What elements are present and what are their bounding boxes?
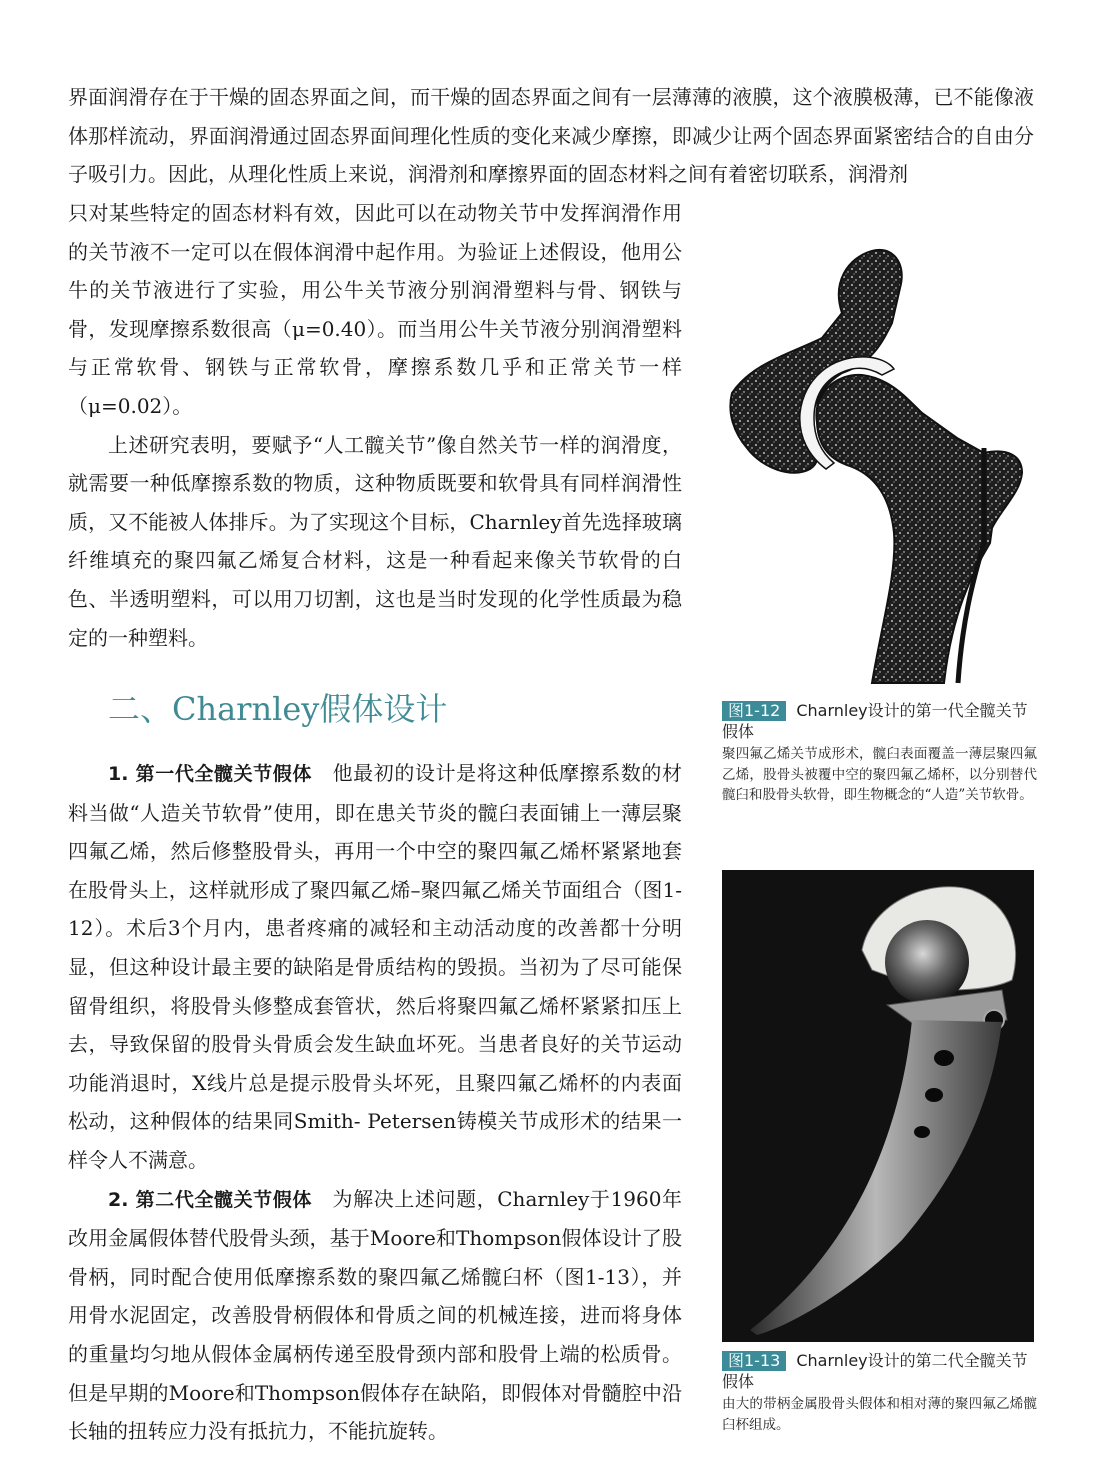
subsection-2-text: 为解决上述问题，Charnley于1960年改用金属假体替代股骨头颈，基于Moore和Thompson假体设计了股骨柄，同时配合使用低摩擦系数的聚四氟乙烯髋臼杯（图1-13），并用骨水泥固定，改善股骨柄假体和骨质之间的机械连接，进而将身体的重量均匀地从假体金属柄传递至股骨颈内部和股骨上端的松质骨。但是早期的Moore和Thompson假体存在缺陷，即假体对骨髓腔中沿长轴的扭转应力没有抵抗力，不能抗旋转。 <box>68 1186 683 1444</box>
text-column-top <box>68 194 682 657</box>
figure-1-13-description: 由大的带柄金属股骨头假体和相对薄的聚四氟乙烯髋臼杯组成。 <box>722 1396 1037 1433</box>
subsection-2 <box>68 1180 682 1451</box>
figure-1-13-label: 图1-13 <box>722 1351 786 1371</box>
subsection-1-title: 1. 第一代全髋关节假体 <box>108 763 312 785</box>
figure-1-12-title-line <box>722 700 1037 742</box>
section-heading: 二、Charnley假体设计 <box>108 690 448 728</box>
figure-1-12-hip-drawing <box>722 243 1034 691</box>
figure-1-12-label: 图1-12 <box>722 701 786 721</box>
figure-1-13-caption <box>722 1350 1037 1435</box>
subsection-1-text: 他最初的设计是将这种低摩擦系数的材料当做“人造关节软骨”使用，即在患关节炎的髋臼表面铺上一薄层聚四氟乙烯，然后修整股骨头，再用一个中空的聚四氟乙烯杯紧紧地套在股骨头上，这样就形成了聚四氟乙烯–聚四氟乙烯关节面组合（图1-12）。术后3个月内，患者疼痛的减轻和主动活动度的改善都十分明显，但这种设计最主要的缺陷是骨质结构的毁损。当初为了尽可能保留骨组织，将股骨头修整成套管状，然后将聚四氟乙烯杯紧紧扣压上去，导致保留的股骨头骨质会发生缺血坏死。当患者良好的关节运动功能消退时，X线片总是提示股骨头坏死，且聚四氟乙烯杯的内表面松动，这种假体的结果同Smith- Petersen铸模关节成形术的结果一样令人不满意。 <box>68 761 683 1172</box>
paragraph-top: 界面润滑存在于干燥的固态界面之间，而干燥的固态界面之间有一层薄薄的液膜，这个液膜极薄，已不能像液体那样流动，界面润滑通过固态界面间理化性质的变化来减少摩擦，即减少让两个固态界面紧密结合的自由分子吸引力。因此，从理化性质上来说，润滑剂和摩擦界面的固态材料之间有着密切联系，润滑剂 <box>68 85 1034 187</box>
figure-1-13-prosthesis-photo <box>722 870 1034 1342</box>
figure-1-12-title: Charnley设计的第一代全髋关节假体 <box>722 701 1028 741</box>
figure-1-12-caption <box>722 700 1037 806</box>
paragraph-top-continued: 只对某些特定的固态材料有效，因此可以在动物关节中发挥润滑作用的关节液不一定可以在假体润滑中起作用。为验证上述假设，他用公牛的关节液进行了实验，用公牛关节液分别润滑塑料与骨、钢铁与骨，发现摩擦系数很高（μ=0.40）。而当用公牛关节液分别润滑塑料与正常软骨、钢铁与正常软骨，摩擦系数几乎和正常关节一样（μ=0.02）。 <box>68 201 682 418</box>
figure-1-13-title-line <box>722 1350 1037 1392</box>
paragraph-research: 上述研究表明，要赋予“人工髋关节”像自然关节一样的润滑度，就需要一种低摩擦系数的物质，这种物质既要和软骨具有同样润滑性质，又不能被人体排斥。为了实现这个目标，Charnley首先选择玻璃纤维填充的聚四氟乙烯复合材料，这是一种看起来像关节软骨的白色、半透明塑料，可以用刀切割，这也是当时发现的化学性质最为稳定的一种塑料。 <box>68 432 682 650</box>
subsection-1 <box>68 754 682 1180</box>
figure-1-12-description: 聚四氟乙烯关节成形术，髋臼表面覆盖一薄层聚四氟乙烯，股骨头被覆中空的聚四氟乙烯杯，以分别替代髋臼和股骨头软骨，即生物概念的“人造”关节软骨。 <box>722 746 1037 803</box>
text-column-bottom <box>68 754 682 1451</box>
figure-1-13-title: Charnley设计的第二代全髋关节假体 <box>722 1351 1028 1391</box>
subsection-2-title: 2. 第二代全髋关节假体 <box>108 1188 312 1211</box>
